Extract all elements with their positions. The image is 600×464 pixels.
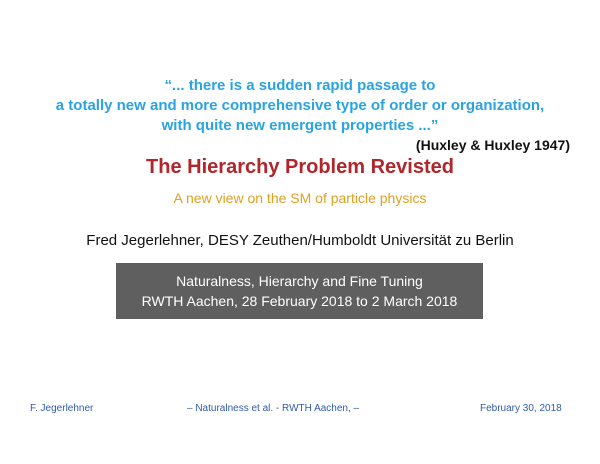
footer-event: – Naturalness et al. - RWTH Aachen, – (187, 403, 360, 414)
slide-title: The Hierarchy Problem Revisted (146, 156, 454, 178)
event-name: Naturalness, Hierarchy and Fine Tuning (176, 273, 423, 289)
event-box (116, 263, 483, 319)
author-affiliation: Fred Jegerlehner, DESY Zeuthen/Humboldt Universität zu Berlin (86, 232, 514, 249)
footer-date: February 30, 2018 (480, 403, 562, 414)
quote-attribution: (Huxley & Huxley 1947) (415, 137, 570, 153)
quote-line-1: “... there is a sudden rapid passage to (164, 77, 436, 94)
quote-line-3: with quite new emergent properties ...” (161, 117, 439, 134)
event-location-dates: RWTH Aachen, 28 February 2018 to 2 March 2018 (141, 293, 458, 309)
slide-subtitle: A new view on the SM of particle physics (173, 190, 427, 206)
quote-line-2: a totally new and more comprehensive type of order or organization, (55, 97, 545, 114)
footer-author: F. Jegerlehner (30, 403, 94, 414)
